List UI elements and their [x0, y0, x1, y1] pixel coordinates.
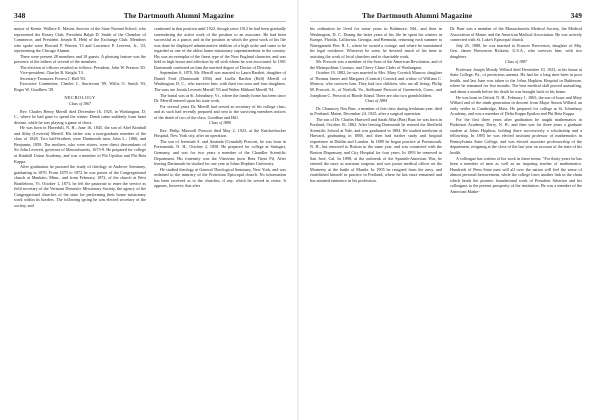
page-number-left: 348 — [14, 11, 26, 20]
paragraph: He was born in Haverhill, N. H., June 16, 1845, the son of Abel Kimball and Abby (Leverett) Merrill. His father was a non-graduate member of the class of 1828. Two half-brothers were Dartmouth men, John L., 1866, and Benjamin, 1858. The mothers, who were sisters, were direct descendants of Sir John Leverett, governor of Massachusetts, 1673-9. He prepared for college at Kimball Union Academy, and was a member of Phi Upsilon and Phi Beta Kappa. — [14, 125, 146, 164]
class-heading: Class of 1884 — [364, 98, 387, 104]
right-page — [298, 0, 596, 420]
running-title-left: The Dartmouth Alumni Magazine — [123, 11, 234, 20]
paragraph: The son of Dr. Charles Hartwell and Sarah Alba (Bea) Burr, he was born in Portland, October 16, 1862. After leaving Dartmouth he entered the Sheffield Scientific School at Yale, and was graduated in 1884. He studied medicine at Harvard, graduating in 1888, and then had further study and hospital experience in Dublin and London. In 1889 he began practice at Portsmouth, N. H., but removed to Boston in the same year, and was connected with the Boston Dispensary and City Hospital for four years. In 1893 he removed to San José, Cal. In 1898, at the outbreak of the Spanish-American War, he entered the navy as assistant surgeon, and was junior medical officer on the Monterey at the battle of Manila. In 1905 he resigned from the navy, and established himself in practice in Portland, where he has since remained and has attained eminence in his profession. — [310, 116, 442, 183]
class-heading: Class of 1887 — [504, 59, 527, 65]
right-columns — [310, 26, 582, 194]
paragraph: He was born in Orford, N. H., February 1, 1865, the son of Isaac and Mary Willard and of the ninth generation in descent from Major Simon Willard, an early settler in Cambridge, Mass. He prepared for college at St. Johnsbury Academy, and was a member of Delta Kappa Epsilon and Phi Beta Kappa. — [450, 94, 582, 117]
running-title-right: The Dartmouth Alumni Magazine — [362, 11, 473, 20]
necrology-heading: NECROLOGY — [64, 94, 96, 100]
paragraph: Dr. Chauncey Nea Burr, a member of this class during freshman year, died in Portland, Maine, December 24, 1925, after a surgical operation. — [310, 105, 442, 117]
class-heading: Class of 1867 — [68, 101, 91, 107]
paragraph: Vice-president, Charles B. Knight '13. — [20, 70, 84, 76]
paragraph: mayor of Keene, Wallace E. Mason, director of the State Normal School, who represented the Rotary Club, President Ralph D. Smith of the Chamber of Commerce, and President Joseph R. Hebl of the Exchange Club. Members who spoke were Howard P. Warren '13 and Lawrence P. Leavens, Jr., '23, representing the Chicago Alumni. — [14, 26, 146, 54]
paragraph: Mr. Prescott was a member of the Sons of the American Revolution, and of the Metropolitan, Cosmos, and Chevy Chase Clubs of Washington. — [310, 59, 442, 70]
paragraph: October 19, 1882, he was married to Mrs. Mary Cornick Marrow, daughter of Thomas James and Margaret (Cornick) Cornick and widow of William C. Marrow, who survives him. They had two children, who are all living: Philip M. Prescott, Jr., of Norfolk, Va., Stelburne Prescott of Greenwich, Conn., and Josephine C. Prescott of Rhode Island. There are also two grandchildren. — [310, 70, 442, 98]
paragraph: For several years Dr. Merrill had served as secretary of his college class, and as such had recently prepared and sent to the surviving members notices of the death of two of the class, Goodhue and Hill. — [154, 103, 286, 120]
paragraph: September 6, 1870, Mr. Merrill was married to Laura Bartlett, daughter of Daniel Ford (Dartmouth 1836) and Luella Bartlett (Bell) Merrill of Washington, D. C., who survives him, with their two sons and four daughters. The sons are Josiah Leverett Merrill '93 and Walter Hibbard Merrill '94. — [154, 70, 286, 93]
right-column-2 — [450, 26, 582, 194]
running-head-right — [310, 2, 582, 22]
paragraph: There were present 28 members and 18 guests. A pleasing feature was the presence of the fathers of several of the members. — [14, 53, 146, 65]
paragraph: A colleague has written of his work in these terms: "For thirty years he has been a member of men as well as an inspiring teacher of mathematics. Hundreds of Penn State men will all over the nation will feel the sense of almost personal bereavement, while the college loses another link in the chain which binds the pioneer, foundational work of President Atherton and his colleagues to the present prosperity of the institution. He was a member of the American Mathe- — [450, 155, 582, 194]
right-column-1 — [310, 26, 442, 194]
paragraph: Rev. Charles Henry Merrill died December 16, 1925, in Washington, D. C., where he had gone to spend the winter. Death came suddenly from heart disease, while he was playing a game of chess. — [14, 108, 146, 125]
paragraph: He studied theology at General Theological Seminary, New York, and was ordained to the ministry of the Protestant Episcopal church. No information has been received as to the churches, if any, which he served in restor. It appears, however, that after — [154, 166, 286, 189]
paragraph: The burial was at St. Johnsbury, Vt., where the family home has been since Dr. Merrill entered upon his state work. — [154, 92, 286, 104]
page-number-right: 349 — [570, 11, 582, 20]
paragraph: Rev. Philip Maxwell Prescott died May 2, 1923, at the Knickerbocker Hospital, New York city, after an operation. — [154, 127, 286, 139]
paragraph: his ordination he lived for some years in Baltimore, Md., and then in Washington, D. C. During the latter years of his life he spent his winters in Europe, Florida, California, Georgia, and Bermuda, returning each summer to Narragansett Pier, R. I., where he owned a cottage, and where he maintained his legal residence. Wherever he went, he devoted much of his time to assisting the work of local churches and to charitable work. — [310, 26, 442, 59]
paragraph: The son of Jeremiah S. and Amanda (Crandall) Prescott, he was born in Portsmouth, N. H., October 2, 1858. He prepared for college at Stuttgart, Germany, and was for two years a member of the Chandler Scientific Department. His fraternity was the Vitruvian (now Beta Theta Pi). After leaving Dartmouth he studied for one year at Johns Hopkins University. — [154, 138, 286, 167]
paragraph: For the first three years after graduation he taught mathematics in Pinkerton Academy, Derry, N. H., and then was for three years a graduate student at Johns Hopkins, holding there successively a scholarship and a fellowship. In 1893 he was elected assistant professor of mathematics in Pennsylvania State College, and was elected associate professorship of the department, resigning at the close of the last year on account of the state of his health. — [450, 116, 582, 156]
running-head-left — [14, 2, 286, 22]
left-column-1 — [14, 26, 146, 209]
paragraph: Executive Committee, Charles C. Sturtevant '09, Willis O. Smith '03, Roger W. Goodhew '29. — [14, 81, 146, 93]
left-columns — [14, 26, 286, 209]
paragraph: Dr. Burr was a member of the Massachusetts Medical Society, the Medical Association of Maine, and the American Medical Association. He was actively connected with St. Luke's Episcopal church. — [450, 26, 582, 43]
paragraph: The election of officers resulted as follows: President, John W. Preston '20. — [20, 64, 146, 70]
left-column-2 — [154, 26, 286, 209]
class-heading: Class of 1880 — [208, 120, 231, 126]
paragraph: Secretary-Treasurer, Forrest J. Hall '03. — [20, 75, 86, 81]
paragraph: After graduation he pursued the study of theology at Andover Seminary, graduating in 1870. From 1870 to 1872 he was pastor of the Congregational church at Mankato, Minn., and from February, 1872, of the church at West Brattleboro, Vt. October 1, 1873, he left the pastorate to enter the service as field secretary of the Vermont Domestic Missionary Society, the agency of the Congregational churches of the state for performing their home missionary work within its borders. The following spring he was elected secretary of the society, and — [14, 164, 146, 208]
paragraph: July 25, 1888, he was married to Frances Brewerton, daughter of Maj. Gen. James Brewerton Ricketts, U.S.A., who survives him, with two daughters. — [450, 42, 582, 59]
paragraph: Professor Joseph Moody Willard died December 10, 1923, at his home at State College, Pa., of pernicious anemia. He had for a long time been in poor health, and last June was taken to the Johns Hopkins Hospital in Baltimore, where he remained for five months. The best medical skill proved unavailing, and about a month before his death he was brought back to his home. — [450, 66, 582, 95]
paragraph: continued in that position until 1922, though since 1912 he had been gradually surrendering the active work of the position to an associate. He had been successful as a pastor, and in the position in which the great work of his life was done he displayed administrative abilities of a high order and came to be regarded as one of the ablest home missionary superintendents in the country. His was an exemplar of the finest type of the New England character, and was held in high honor and affection by all with whom he was associated. In 1901 Dartmouth conferred on him the merited degree of Doctor of Divinity. — [154, 26, 286, 70]
